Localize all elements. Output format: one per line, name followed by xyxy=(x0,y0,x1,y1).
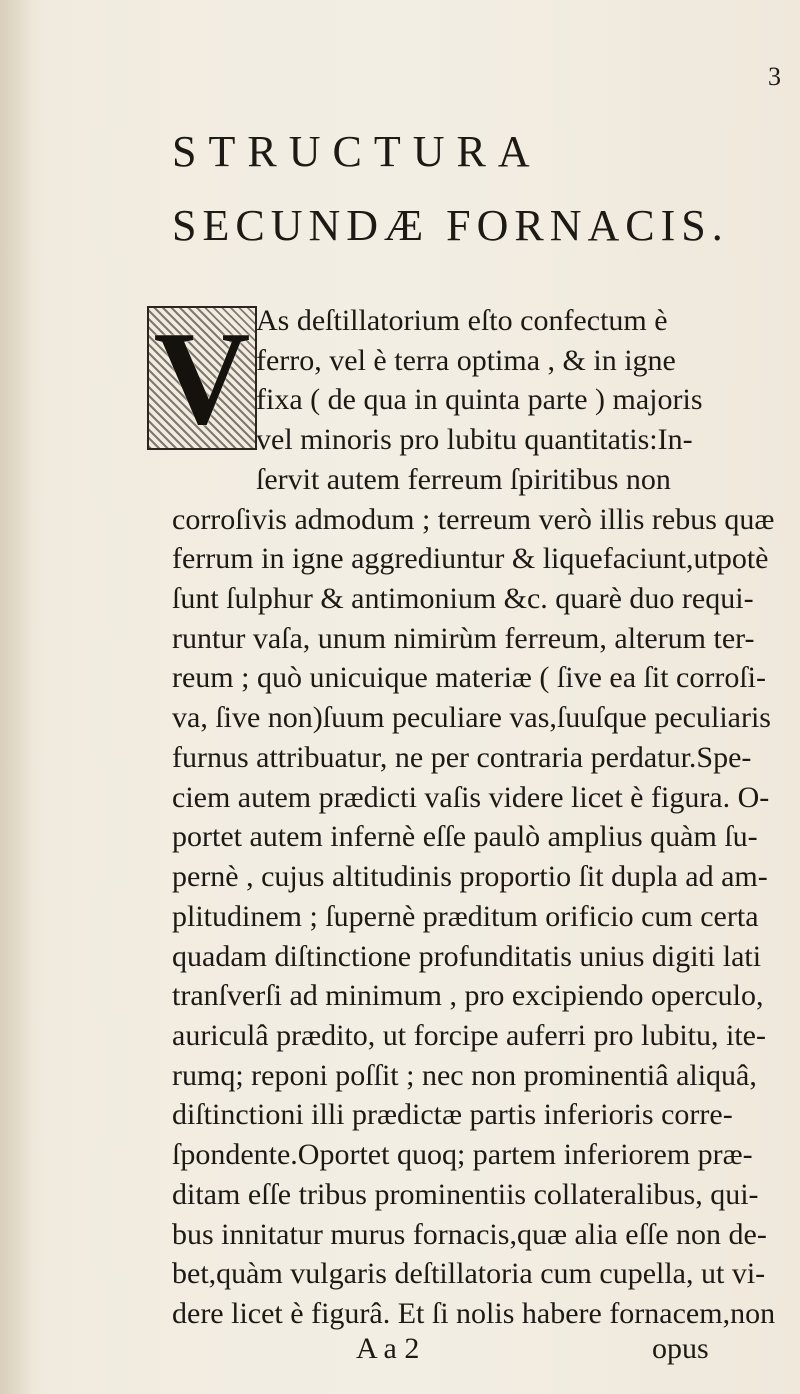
body-line: corroſivis admodum ; terreum verò illis rebus quæ xyxy=(172,503,775,536)
body-line: ſpondente.Oportet quoq; partem inferiorem præ- xyxy=(172,1138,753,1171)
body-line: pernè , cujus altitudinis proportio ſit dupla ad am- xyxy=(172,860,768,893)
body-line: vel minoris pro lubitu quantitatis:In- xyxy=(256,423,693,456)
body-line: plitudinem ; ſupernè præditum orificio cum certa xyxy=(172,900,759,933)
body-line: rumq; reponi poſſit ; nec non prominentiâ aliquâ, xyxy=(172,1059,757,1092)
body-line: diſtinctioni illi prædictæ partis inferioris corre- xyxy=(172,1098,733,1131)
body-line: ferro, vel è terra optima , & in igne xyxy=(256,344,676,377)
chapter-title-line2: SECUNDÆ FORNACIS. xyxy=(172,201,729,250)
body-line: fixa ( de qua in quinta parte ) majoris xyxy=(256,383,703,416)
body-line: As deſtillatorium eſto confectum è xyxy=(256,304,668,337)
page-gutter xyxy=(0,0,30,1394)
signature-mark: A a 2 xyxy=(356,1332,420,1365)
body-line: ciem autem prædicti vaſis videre licet è figura. O- xyxy=(172,781,770,814)
body-line: ſervit autem ferreum ſpiritibus non xyxy=(256,463,671,496)
catchword: opus xyxy=(652,1332,709,1365)
page-number: 3 xyxy=(768,62,781,91)
decorated-initial xyxy=(147,306,257,450)
body-line: tranſverſi ad minimum , pro excipiendo operculo, xyxy=(172,979,764,1012)
decorated-initial-letter: V xyxy=(153,304,251,452)
body-line: ditam eſſe tribus prominentiis collateralibus, qui- xyxy=(172,1178,759,1211)
body-line: bet,quàm vulgaris deſtillatoria cum cupella, ut vi- xyxy=(172,1257,766,1290)
body-line: ſunt ſulphur & antimonium &c. quarè duo requi- xyxy=(172,582,754,615)
body-line: va, ſive non)ſuum peculiare vas,ſuuſque peculiaris xyxy=(172,701,771,734)
body-line: runtur vaſa, unum nimirùm ferreum, alterum ter- xyxy=(172,622,755,655)
body-line: reum ; quò unicuique materiæ ( ſive ea ſit corroſi- xyxy=(172,661,766,694)
body-line: dere licet è figurâ. Et ſi nolis habere fornacem,non xyxy=(172,1297,776,1330)
body-line: auriculâ prædito, ut forcipe auferri pro lubitu, ite- xyxy=(172,1019,766,1052)
chapter-title-line1: STRUCTURA xyxy=(172,127,542,176)
body-line: furnus attribuatur, ne per contraria perdatur.Spe- xyxy=(172,741,752,774)
body-line: portet autem infernè eſſe paulò amplius quàm ſu- xyxy=(172,820,758,853)
body-line: ferrum in igne aggrediuntur & liquefaciunt,utpotè xyxy=(172,542,769,575)
body-line: quadam diſtinctione profunditatis unius digiti lati xyxy=(172,940,762,973)
body-line: bus innitatur murus fornacis,quæ alia eſſe non de- xyxy=(172,1218,767,1251)
